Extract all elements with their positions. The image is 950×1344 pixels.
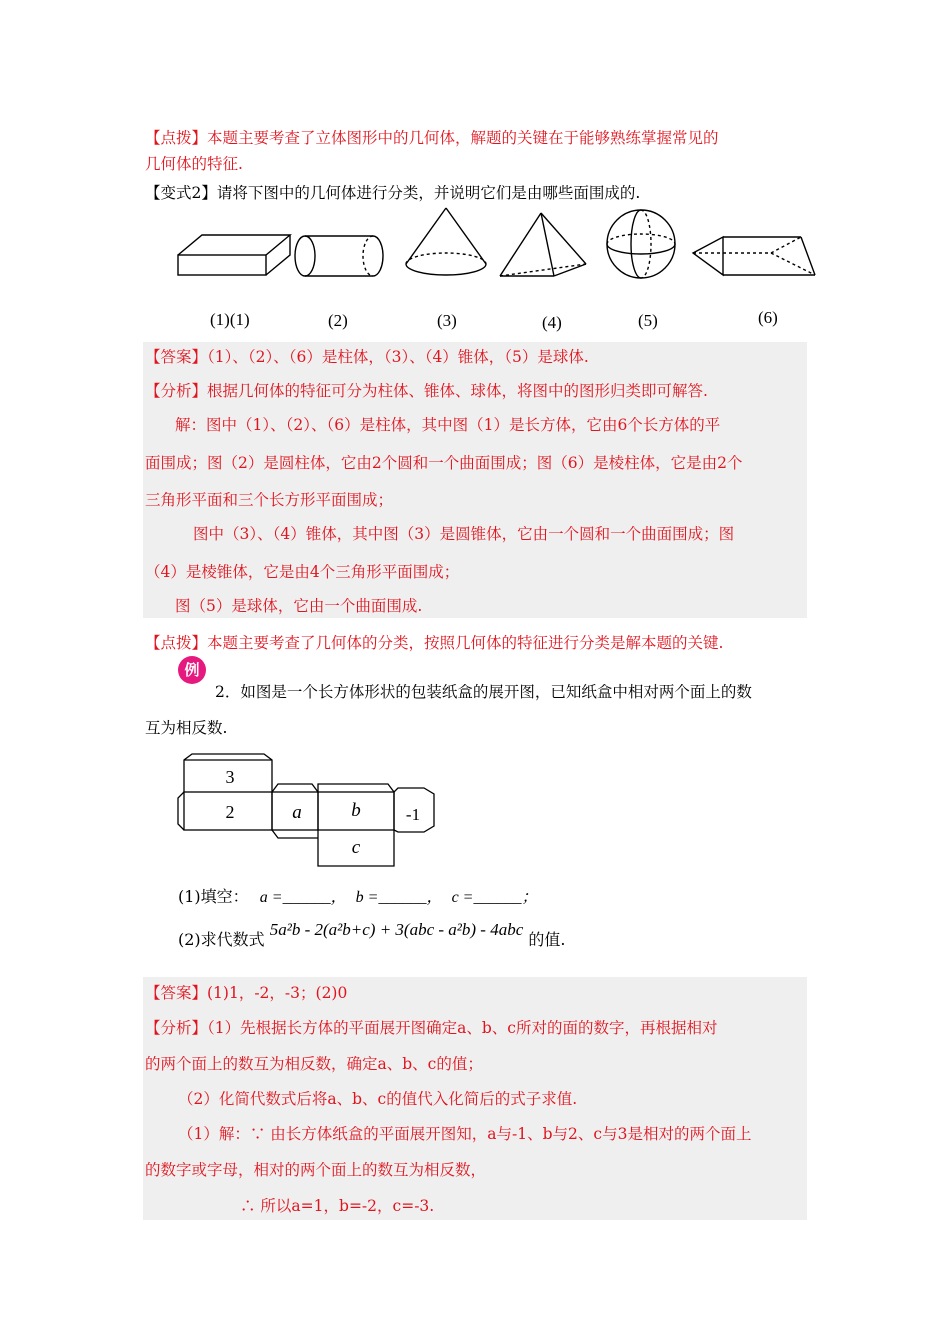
net-face-c: c xyxy=(351,837,361,858)
answer1-solution-line2: 面围成；图（2）是圆柱体，它由2个圆和一个曲面围成；图（6）是棱柱体，它是由2个 xyxy=(145,454,743,472)
answer2-solution-line3: ∴ 所以a=1，b=-2，c=-3. xyxy=(240,1197,435,1215)
sphere-shape xyxy=(607,210,675,278)
answer2-answer: 【答案】(1)1，-2，-3；(2)0 xyxy=(145,984,348,1002)
answer1-solution-line5: （4）是棱锥体，它是由4个三角形平面围成； xyxy=(145,563,460,581)
answer2-solution-line2: 的数字或字母，相对的两个面上的数互为相反数， xyxy=(145,1161,487,1179)
question-1-a-blank: a =______， xyxy=(259,889,347,906)
answer1-solution-line6: 图（5）是球体，它由一个曲面围成. xyxy=(175,597,423,615)
net-face-b: b xyxy=(351,800,361,821)
example2-line1: 2．如图是一个长方体形状的包装纸盒的展开图，已知纸盒中相对两个面上的数 xyxy=(215,683,752,701)
example2-line2: 互为相反数. xyxy=(145,719,228,737)
answer2-analysis-line3: （2）化简代数式后将a、b、c的值代入化简后的式子求值. xyxy=(178,1090,578,1108)
tip2: 【点拨】本题主要考查了几何体的分类，按照几何体的特征进行分类是解本题的关键. xyxy=(145,634,724,652)
question-2 xyxy=(178,920,843,950)
geometry-shapes-figure xyxy=(170,200,830,300)
answer2-analysis-line1: 【分析】（1）先根据长方体的平面展开图确定a、b、c所对的面的数字，再根据相对 xyxy=(145,1019,718,1037)
tip1-line1: 【点拨】本题主要考查了立体图形中的几何体，解题的关键在于能够熟练掌握常见的 xyxy=(145,129,719,147)
shape-label-5: (5) xyxy=(638,311,658,330)
answer1-solution-line3: 三角形平面和三个长方形平面围成； xyxy=(145,491,394,509)
cylinder-shape xyxy=(295,236,383,276)
pyramid-shape xyxy=(500,213,586,276)
triangular-prism-shape xyxy=(693,237,815,275)
question-2-expression: 5a²b - 2(a²b+c) + 3(abc - a²b) - 4abc xyxy=(269,920,524,939)
net-left-face: 2 xyxy=(225,802,235,822)
cone-shape xyxy=(406,208,486,275)
tip1-line2: 几何体的特征. xyxy=(145,155,243,173)
answer1-solution-line4: 图中（3）、（4）锥体，其中图（3）是圆锥体，它由一个圆和一个曲面围成；图 xyxy=(193,525,735,543)
shape-label-4: (4) xyxy=(542,313,562,332)
answer1-solution-line1: 解：图中（1）、（2）、（6）是柱体，其中图（1）是长方体，它由6个长方体的平 xyxy=(175,416,721,434)
question-1-b-blank: b =______， xyxy=(355,889,443,906)
shape-label-6: (6) xyxy=(758,308,778,327)
question-1-c-blank: c =______； xyxy=(451,889,538,906)
cuboid-shape xyxy=(178,235,290,275)
net-face-a: a xyxy=(292,802,302,823)
net-top-face: 3 xyxy=(225,767,235,787)
question-1 xyxy=(178,887,843,908)
net-right-face: -1 xyxy=(405,805,421,824)
shape-label-1: (1)(1) xyxy=(210,310,250,329)
answer2-solution-line1: （1）解：∵ 由长方体纸盒的平面展开图知，a与-1、b与2、c与3是相对的两个面上 xyxy=(178,1125,752,1143)
shape-label-3: (3) xyxy=(437,311,457,330)
answer2-analysis-line2: 的两个面上的数互为相反数，确定a、b、c的值； xyxy=(145,1055,483,1073)
example-badge: 例 xyxy=(178,656,206,684)
question-2-prefix: (2)求代数式 xyxy=(178,930,265,949)
answer1-answer: 【答案】（1）、（2）、（6）是柱体，（3）、（4）锥体，（5）是球体. xyxy=(145,348,589,366)
variant2-question: 【变式2】请将下图中的几何体进行分类，并说明它们是由哪些面围成的. xyxy=(145,184,641,202)
answer1-analysis: 【分析】根据几何体的特征可分为柱体、锥体、球体，将图中的图形归类即可解答. xyxy=(145,382,708,400)
shape-label-2: (2) xyxy=(328,311,348,330)
cuboid-net-diagram xyxy=(170,750,450,875)
question-1-prefix: (1)填空： xyxy=(178,887,249,906)
question-2-suffix: 的值. xyxy=(528,930,566,949)
